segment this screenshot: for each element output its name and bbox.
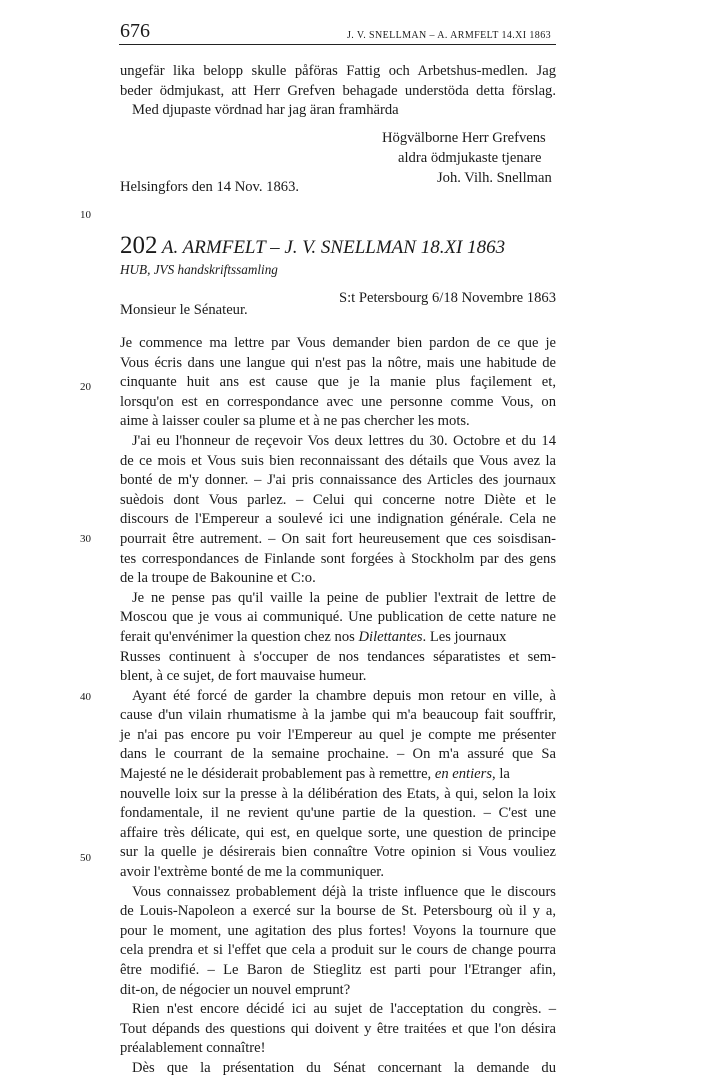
text-line: nouvelle loix sur la presse à la délibération des Etats, à qui, selon la loix [120, 785, 556, 802]
line-number: 40 [80, 691, 91, 703]
text-line: je n'ai pas encore pu voir l'Empereur au quel je compte me présenter [120, 726, 556, 743]
text-line: Ayant été forcé de garder la chambre depuis mon retour en ville, à [132, 687, 556, 704]
line-number: 30 [80, 533, 91, 545]
text-line: discours de l'Empereur a soulevé ici une indignation générale. Cela ne [120, 511, 556, 528]
text-line: blent, à ce sujet, de fort mauvaise humeur. [120, 668, 367, 685]
text-line: de ce mois et Vous suis bien reconnaissant des détails que Vous avez la [120, 452, 556, 469]
text-line: tes correspondances de Finlande sont forgées à Stockholm par des gens [120, 550, 556, 567]
text-line: cinquante huit ans est cause que je la manie plus façilement et, [120, 374, 556, 391]
text-line: Rien n'est encore décidé ici au sujet de l'acceptation du congrès. – [132, 1001, 556, 1018]
text-line: Vous écris dans une langue qui n'est pas la nôtre, mais une habitude de [120, 354, 556, 371]
line-number: 50 [80, 852, 91, 864]
text-line: cela prendra et si l'effet que cela a produit sur le cours de change pourra [120, 942, 556, 959]
closing-place-date: Helsingfors den 14 Nov. 1863. [120, 179, 300, 195]
text-line: Med djupaste vördnad har jag äran framhärda [132, 102, 399, 119]
text-line: avoir l'extrème bonté de me la communiquer. [120, 864, 385, 881]
text-line: Russes continuent à s'occuper de nos tendances séparatistes et sem- [120, 648, 556, 665]
text-line: de la troupe de Bakounine et C:o. [120, 570, 316, 587]
text-line [120, 765, 556, 785]
text-line: Vous connaissez probablement déjà la triste influence que le discours [132, 883, 556, 900]
text-line: fondamentale, il ne revient qu'une partie de la question. – C'est une [120, 805, 556, 822]
text-line: Dès que la présentation du Sénat concernant la demande du [132, 1059, 556, 1076]
text-segment: ferait qu'envénimer la question chez nos [120, 628, 359, 645]
letter-source: HUB, JVS handskriftssamling [120, 262, 278, 277]
line-number: 10 [80, 209, 91, 221]
text-line: affaire très délicate, qui est, en quelque sorte, une question de principe [120, 824, 556, 841]
text-line: sur la quelle je désirerais bien connaître Votre opinion si Vous vouliez [120, 844, 556, 861]
closing-formula: Högvälborne Herr Grefvens [382, 130, 546, 146]
page-number: 676 [120, 20, 150, 42]
text-line: suèdois dont Vous parlez. – Celui qui concerne notre Diète et le [120, 491, 556, 508]
letter-heading [120, 232, 505, 260]
letter-place-date: S:t Petersbourg 6/18 Novembre 1863 [339, 290, 556, 306]
signature: Joh. Vilh. Snellman [437, 170, 552, 186]
header-rule [119, 44, 556, 45]
text-line: cause d'un vilain rhumatisme à la jambe qui m'a beaucoup fait souffrir, [120, 707, 556, 724]
text-line: aime à laisser couler sa plume et à ne pas chercher les mots. [120, 413, 470, 430]
previous-letter-ending [120, 62, 556, 121]
text-segment: Majesté ne le désiderait probablement pas à remettre, [120, 766, 435, 783]
text-line: pour le moment, une agitation des plus fortes! Voyons la tournure que [120, 922, 556, 939]
text-line: dans le courrant de la semaine prochaine. – On m'a assuré que Sa [120, 746, 556, 763]
closing-formula: aldra ödmjukaste tjenare [398, 150, 542, 166]
text-line: ungefär lika belopp skulle påföras Fattig och Arbetshus-medlen. Jag [120, 63, 556, 79]
italic-term: en entiers [434, 766, 493, 783]
letter-title: A. ARMFELT – J. V. SNELLMAN 18.XI 1863 [161, 237, 506, 258]
text-line: Je ne pense pas qu'il vaille la peine de publier l'extrait de lettre de [132, 589, 556, 606]
text-line [120, 628, 556, 648]
text-line: beder ödmjukast, att Herr Grefven behagade understöda detta förslag. [120, 82, 556, 99]
text-line: préalablement connaître! [120, 1040, 266, 1057]
salutation: Monsieur le Sénateur. [120, 302, 248, 318]
text-segment: , la [492, 766, 510, 783]
text-line: Moscou que je vous ai communiqué. Une publication de cette nature ne [120, 609, 556, 626]
text-line: lorsqu'on est en correspondance avec une personne comme Vous, on [120, 393, 556, 410]
text-line: de Louis-Napoleon a exercé sur la bourse de St. Petersbourg où il y a, [120, 903, 556, 920]
text-line: Je commence ma lettre par Vous demander bien pardon de ce que je [120, 335, 556, 351]
running-head: J. V. SNELLMAN – A. ARMFELT 14.XI 1863 [346, 30, 551, 41]
text-segment: . Les journaux [422, 628, 507, 645]
text-line: pourrait être autrement. – On sait fort heureusement que ces soisdisan- [120, 530, 556, 547]
letter-number: 202 [120, 232, 158, 259]
text-line: dit-on, de négocier un nouvel emprunt? [120, 981, 351, 998]
text-line: J'ai eu l'honneur de reçevoir Vos deux lettres du 30. Octobre et du 14 [132, 432, 556, 449]
text-line: être modifié. – Le Baron de Stieglitz est parti pour l'Etranger afin, [120, 962, 556, 978]
text-line: bonté de m'y donner. – J'ai pris connaissance des Articles des journaux [120, 472, 556, 489]
letter-body [120, 334, 556, 1079]
line-number: 20 [80, 381, 91, 393]
italic-term: Dilettantes [358, 628, 423, 645]
text-line: Tout dépands des questions qui doivent y être traitées et que l'on désira [120, 1020, 556, 1037]
